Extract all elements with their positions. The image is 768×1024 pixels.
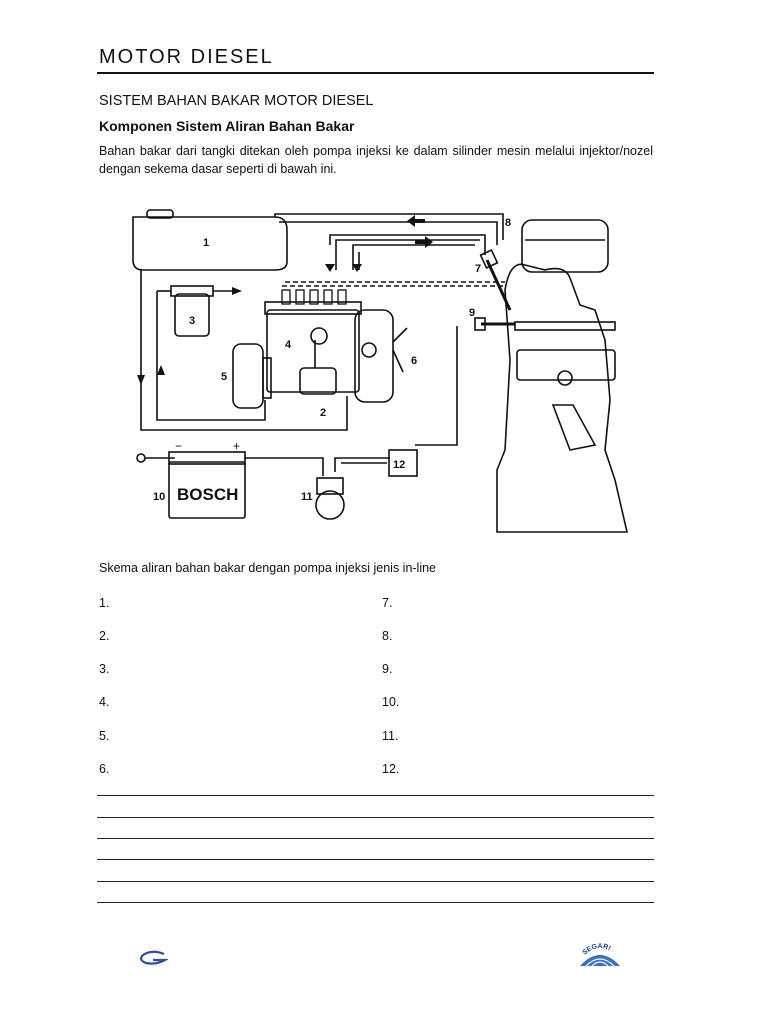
- item-number: 2.: [99, 629, 110, 643]
- item-number: 6.: [99, 762, 110, 776]
- item-number: 8.: [382, 629, 393, 643]
- svg-text:SEGAR!: [581, 943, 611, 957]
- drive-coupling: [233, 344, 263, 408]
- publisher-logo-icon: [138, 950, 168, 968]
- segar-logo-text: SEGAR!: [581, 942, 612, 957]
- label-7: 7: [475, 263, 482, 275]
- answer-line: [97, 817, 654, 818]
- label-4: 4: [285, 339, 292, 351]
- label-6: 6: [411, 355, 418, 367]
- answer-line: [97, 902, 654, 903]
- item-number: 4.: [99, 695, 110, 709]
- label-12: 12: [393, 459, 406, 471]
- item-number: 5.: [99, 729, 110, 743]
- label-2: 2: [320, 407, 327, 419]
- answer-line: [97, 881, 654, 882]
- label-11: 11: [301, 491, 313, 503]
- intro-paragraph: Bahan bakar dari tangki ditekan oleh pompa injeksi ke dalam silinder mesin melalui injektor/nozel dengan sekema dasar seperti di bawah ini.: [99, 144, 653, 176]
- answer-line: [97, 795, 654, 796]
- label-9: 9: [469, 307, 476, 319]
- label-5: 5: [221, 371, 228, 383]
- battery-plus: +: [233, 439, 241, 453]
- header-rule: [97, 72, 654, 74]
- answer-line: [97, 838, 654, 839]
- item-number: 12.: [382, 762, 400, 776]
- item-number: 11.: [382, 729, 399, 743]
- feed-pump: [300, 368, 336, 394]
- battery-brand: BOSCH: [177, 485, 239, 504]
- segar-logo: [576, 938, 624, 968]
- label-8: 8: [505, 217, 512, 229]
- glow-switch: [316, 491, 344, 519]
- label-10: 10: [153, 491, 166, 503]
- engine-block: [497, 264, 627, 532]
- label-1: 1: [203, 237, 210, 249]
- valve-cover: [522, 220, 608, 272]
- item-number: 1.: [99, 596, 110, 610]
- item-number: 10.: [382, 695, 400, 709]
- diagram-caption: Skema aliran bahan bakar dengan pompa injeksi jenis in-line: [99, 561, 437, 575]
- label-3: 3: [189, 315, 196, 327]
- fuel-tank: [133, 217, 287, 270]
- fuel-system-diagram: [125, 200, 630, 540]
- sub-title: Komponen Sistem Aliran Bahan Bakar: [99, 118, 355, 134]
- item-number: 3.: [99, 662, 110, 676]
- answer-line: [97, 859, 654, 860]
- page-header-title: MOTOR DIESEL: [99, 46, 274, 68]
- injection-pump: [267, 310, 359, 392]
- section-title: SISTEM BAHAN BAKAR MOTOR DIESEL: [99, 93, 374, 109]
- item-number: 9.: [382, 662, 393, 676]
- item-number: 7.: [382, 596, 393, 610]
- battery-minus: −: [175, 439, 183, 453]
